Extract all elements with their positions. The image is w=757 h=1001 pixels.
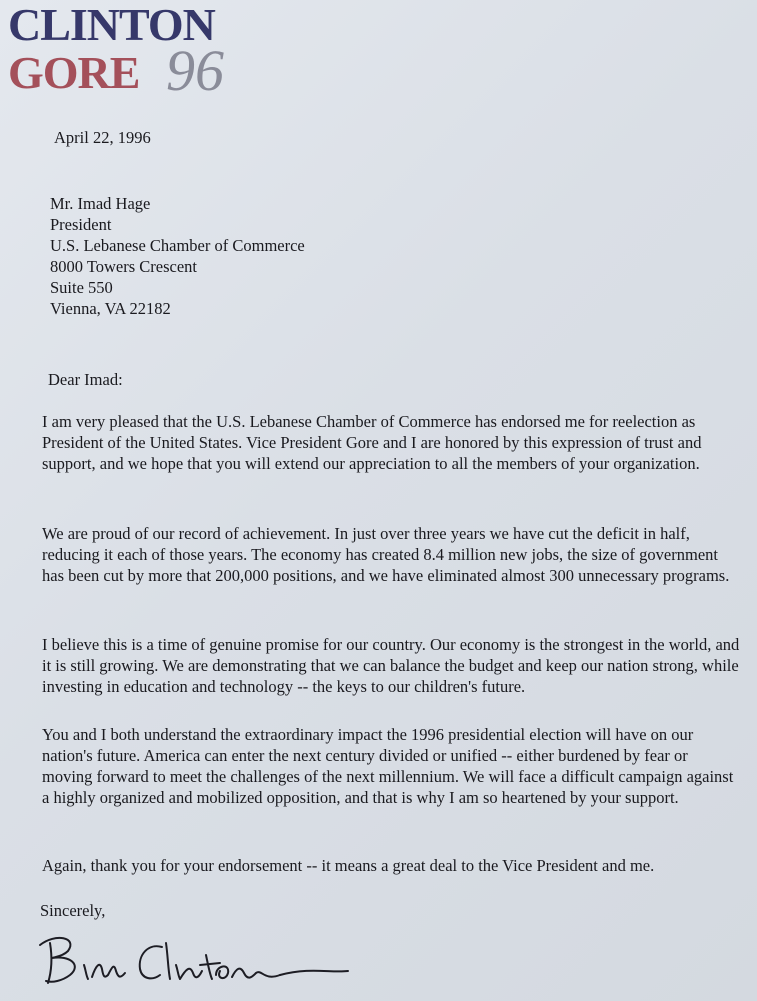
signature: [30, 925, 370, 995]
body-paragraph: We are proud of our record of achievement. In just over three years we have cut the deficit in half, reducing it each of those years. The economy has created 8.4 million new jobs, the size of government has been cut by more that 200,000 positions, and we have eliminated almost 300 unnecessary programs.: [42, 524, 730, 585]
logo-gore: GORE: [8, 47, 140, 98]
recipient-organization: U.S. Lebanese Chamber of Commerce: [50, 236, 305, 255]
recipient-city: Vienna, VA 22182: [50, 299, 171, 318]
logo-clinton: CLINTON: [8, 0, 215, 50]
closing: Sincerely,: [40, 901, 106, 920]
body-paragraph: Again, thank you for your endorsement -- it means a great deal to the Vice President and me.: [42, 856, 655, 875]
recipient-address: [50, 193, 750, 319]
recipient-name: Mr. Imad Hage: [50, 194, 151, 213]
body-paragraph: I am very pleased that the U.S. Lebanese Chamber of Commerce has endorsed me for reelection as President of the United States. Vice President Gore and I are honored by this expression of trust and support, and we hope that you will extend our appreciation to all the members of your organization.: [42, 412, 702, 473]
logo-year: 96: [166, 38, 224, 103]
campaign-logo: [8, 0, 224, 103]
recipient-street: 8000 Towers Crescent: [50, 257, 198, 276]
body-paragraph: I believe this is a time of genuine promise for our country. Our economy is the strongest in the world, and it is still growing. We are demonstrating that we can balance the budget and keep our nation strong, while investing in education and technology -- the keys to our children's future.: [42, 635, 740, 696]
recipient-suite: Suite 550: [50, 278, 113, 297]
body-paragraph: You and I both understand the extraordinary impact the 1996 presidential election will have on our nation's future. America can enter the next century divided or unified -- either burdened by fear or moving forward to meet the challenges of the next millennium. We will face a difficult campaign against a highly organized and mobilized opposition, and that is why I am so heartened by your support.: [42, 725, 734, 807]
salutation: Dear Imad:: [48, 370, 123, 389]
letter-date: April 22, 1996: [54, 128, 151, 147]
recipient-title: President: [50, 215, 112, 234]
